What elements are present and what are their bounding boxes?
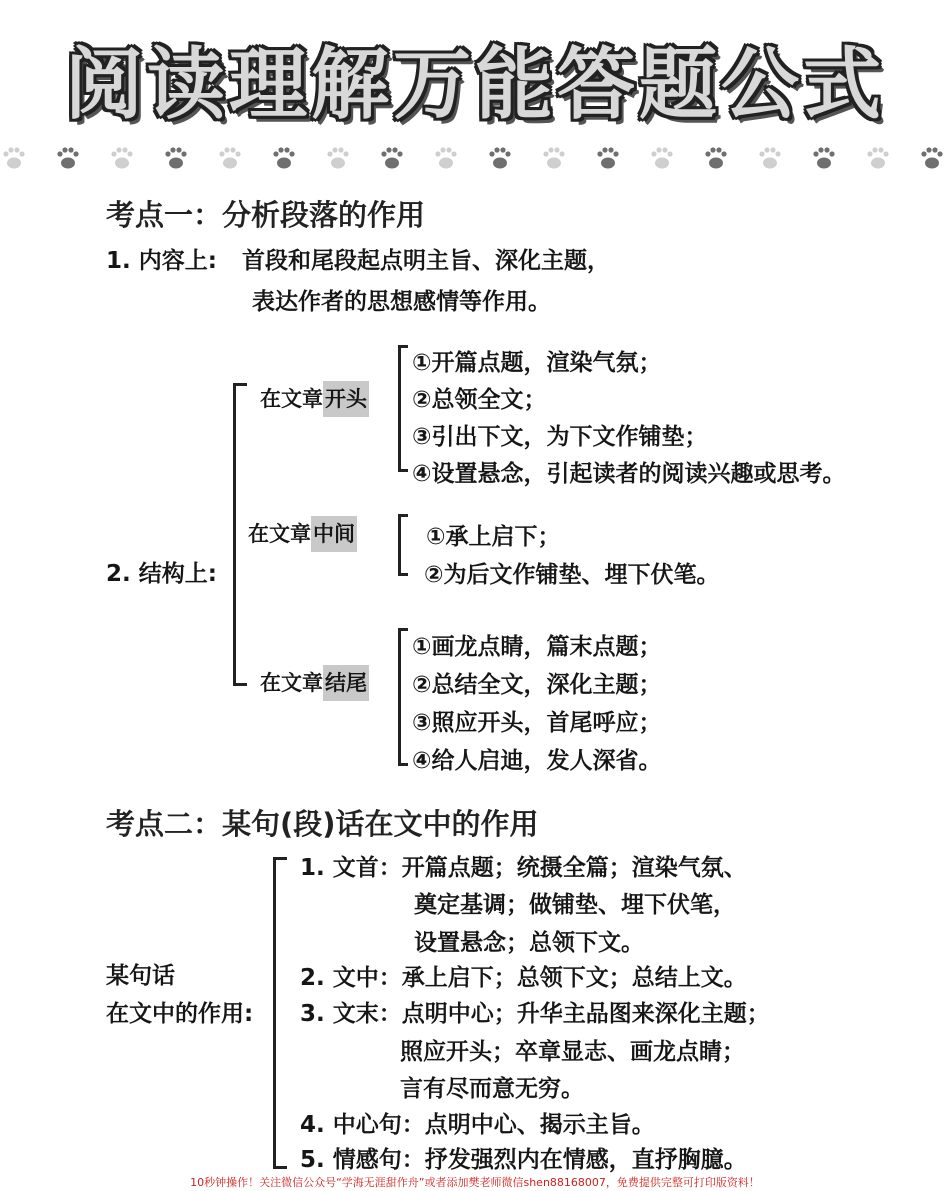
beginning-bracket-bottom (398, 469, 408, 472)
beginning-label (260, 383, 369, 413)
paw-icon (597, 147, 618, 168)
middle-bracket-bottom (398, 573, 408, 576)
content-line-1: 首段和尾段起点明主旨、深化主题， (242, 248, 610, 274)
section2-line-1: 1. 文首：开篇点题；统摄全篇；渲染气氛、 (300, 855, 747, 881)
content-label: 1. 内容上: (106, 248, 217, 274)
ending-bracket-bottom (398, 763, 408, 766)
section2-line-5: 3. 文末：点明中心；升华主品图来深化主题； (300, 1001, 770, 1027)
paw-icon (651, 147, 672, 168)
section2-bracket (273, 857, 276, 1169)
beginning-label-prefix: 在文章 (260, 387, 323, 411)
paw-icon (165, 147, 186, 168)
section2-line-3: 设置悬念；总领下文。 (414, 930, 644, 956)
section2-line-7: 言有尽而意无穷。 (400, 1076, 584, 1102)
footer-note: 10秒钟操作！关注微信公众号“学海无涯甜作舟”或者添加樊老师微信shen88168007，免费提供完整可打印版资料！ (190, 1176, 760, 1189)
middle-bracket-top (398, 514, 408, 517)
content-line-2: 表达作者的思想感情等作用。 (252, 289, 551, 315)
structure-bracket-top (233, 383, 247, 386)
structure-bracket-bottom (233, 683, 247, 686)
section2-line-4: 2. 文中：承上启下；总领下文；总结上文。 (300, 965, 747, 991)
ending-item-1: ①画龙点睛，篇末点题； (412, 634, 662, 660)
paw-icon (57, 147, 78, 168)
ending-label (260, 667, 369, 697)
paw-icon (867, 147, 888, 168)
paw-decoration-row (0, 140, 950, 174)
section2-line-9: 5. 情感句：抒发强烈内在情感，直抒胸臆。 (300, 1147, 747, 1173)
middle-label-prefix: 在文章 (248, 522, 311, 546)
structure-bracket (233, 383, 236, 686)
ending-item-4: ④给人启迪，发人深省。 (412, 748, 662, 774)
middle-label-highlight: 中间 (311, 516, 357, 552)
beginning-item-1: ①开篇点题，渲染气氛； (412, 350, 662, 376)
ending-label-prefix: 在文章 (260, 671, 323, 695)
paw-icon (705, 147, 726, 168)
middle-label (248, 518, 357, 548)
page-title: 阅读理解万能答题公式 (64, 40, 885, 130)
section2-bracket-top (273, 857, 287, 860)
beginning-bracket (398, 345, 401, 472)
paw-icon (489, 147, 510, 168)
middle-item-2: ②为后文作铺垫、埋下伏笔。 (424, 562, 720, 588)
structure-label: 2. 结构上: (106, 561, 217, 587)
paw-icon (921, 147, 942, 168)
section2-left-label-2: 在文中的作用: (106, 1001, 254, 1027)
section2-line-2: 奠定基调；做铺垫、埋下伏笔， (414, 892, 736, 918)
paw-icon (759, 147, 780, 168)
beginning-item-3: ③引出下文，为下文作铺垫； (412, 424, 708, 450)
middle-bracket (398, 514, 401, 576)
beginning-bracket-top (398, 345, 408, 348)
section2-left-label-1: 某句话 (106, 963, 175, 989)
ending-bracket (398, 628, 401, 766)
section2-line-8: 4. 中心句：点明中心、揭示主旨。 (300, 1112, 655, 1138)
ending-item-2: ②总结全文，深化主题； (412, 672, 662, 698)
ending-item-3: ③照应开头，首尾呼应； (412, 710, 662, 736)
section2-bracket-bottom (273, 1166, 287, 1169)
section1-heading: 考点一：分析段落的作用 (106, 198, 426, 232)
beginning-item-2: ②总领全文； (412, 387, 547, 413)
beginning-label-highlight: 开头 (323, 381, 369, 417)
paw-icon (273, 147, 294, 168)
paw-icon (813, 147, 834, 168)
paw-icon (219, 147, 240, 168)
section2-heading: 考点二：某句(段)话在文中的作用 (106, 807, 539, 841)
ending-label-highlight: 结尾 (323, 665, 369, 701)
section2-line-6: 照应开头；卒章显志、画龙点睛； (400, 1039, 745, 1065)
middle-item-1: ①承上启下； (426, 524, 561, 550)
paw-icon (381, 147, 402, 168)
beginning-item-4: ④设置悬念，引起读者的阅读兴趣或思考。 (412, 461, 846, 487)
paw-icon (435, 147, 456, 168)
paw-icon (111, 147, 132, 168)
paw-icon (3, 147, 24, 168)
ending-bracket-top (398, 628, 408, 631)
paw-icon (543, 147, 564, 168)
paw-icon (327, 147, 348, 168)
